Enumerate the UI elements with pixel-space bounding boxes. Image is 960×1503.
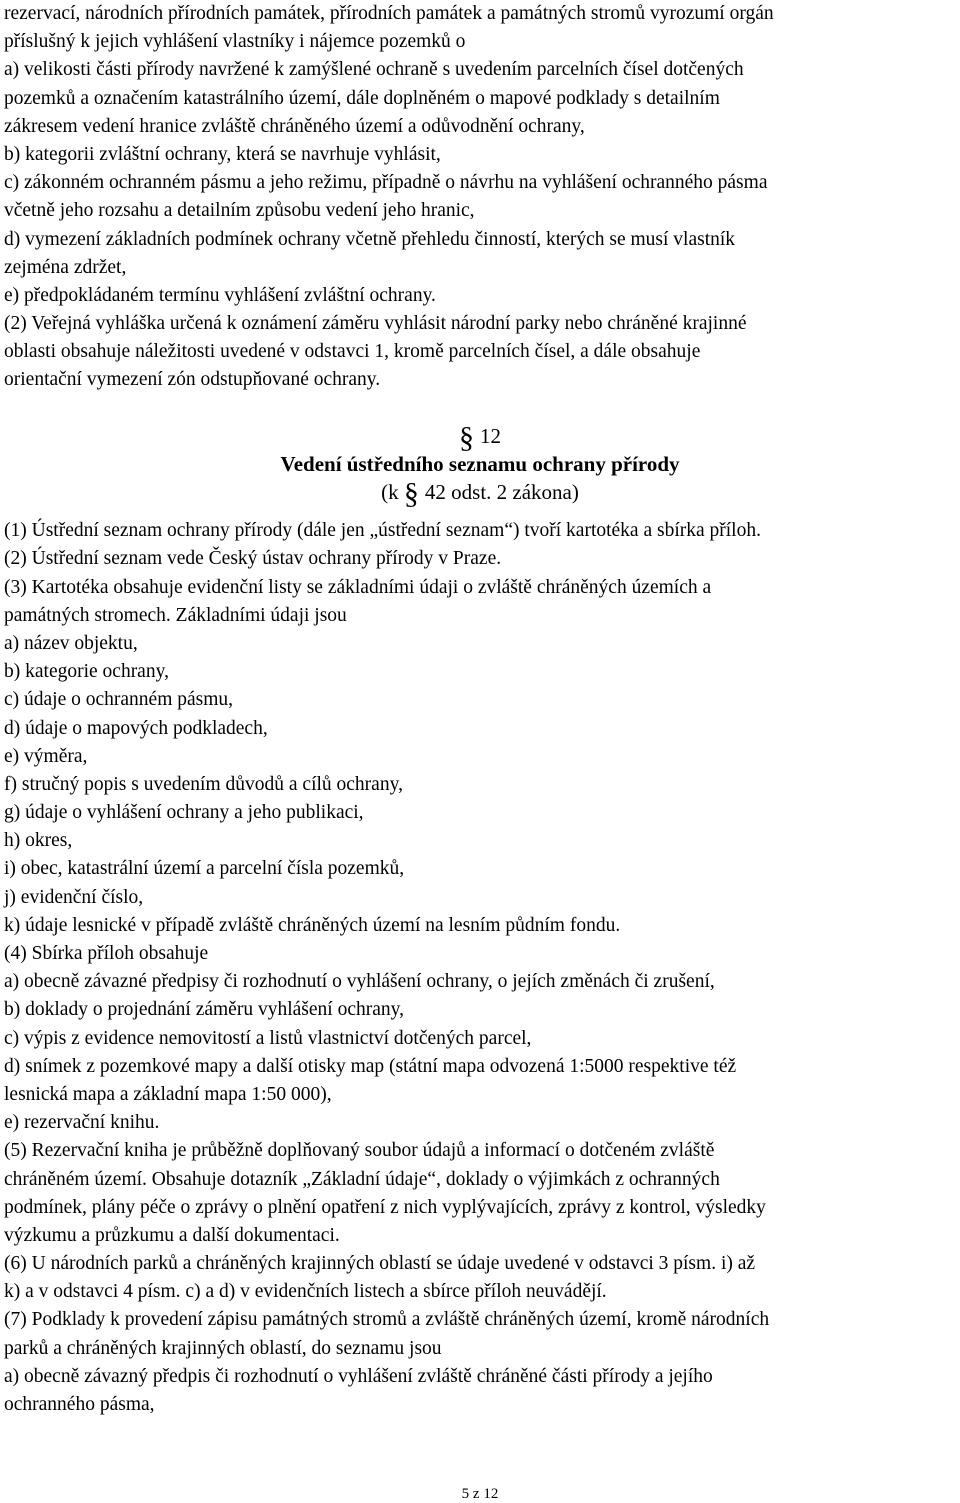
list-item: j) evidenční číslo, xyxy=(4,886,144,908)
paragraph-symbol: § xyxy=(403,477,419,510)
text-line: oblasti obsahuje náležitosti uvedené v odstavci 1, kromě parcelních čísel, a dále obsahuje xyxy=(4,341,701,363)
list-item: c) údaje o ochranném pásmu, xyxy=(4,689,234,711)
list-item: d) snímek z pozemkové mapy a další otisky map (státní mapa odvozená 1:5000 respektive též xyxy=(4,1055,737,1077)
text-line: příslušný k jejich vyhlášení vlastníky i nájemce pozemků o xyxy=(4,31,466,53)
text-line: výzkumu a průzkumu a další dokumentaci. xyxy=(4,1224,340,1246)
text-line: (2) Ústřední seznam vede Český ústav ochrany přírody v Praze. xyxy=(4,548,502,570)
text-line: (7) Podklady k provedení zápisu památných stromů a zvláště chráněných území, kromě národních xyxy=(4,1309,770,1331)
text-line: orientační vymezení zón odstupňované ochrany. xyxy=(4,369,381,391)
list-item: e) výměra, xyxy=(4,745,88,767)
list-item: a) název objektu, xyxy=(4,632,138,654)
text-line: k) a v odstavci 4 písm. c) a d) v evidenčních listech a sbírce příloh neuvádějí. xyxy=(4,1281,607,1303)
text-line: (1) Ústřední seznam ochrany přírody (dále jen „ústřední seznam“) tvoří kartotéka a sbírka příloh. xyxy=(4,520,761,542)
list-item: a) obecně závazné předpisy či rozhodnutí o vyhlášení ochrany, o jejích změnách či zrušení, xyxy=(4,971,715,993)
list-item: a) obecně závazný předpis či rozhodnutí o vyhlášení zvláště chráněné části přírody a jejího xyxy=(4,1365,713,1387)
text-line: rezervací, národních přírodních památek, přírodních památek a památných stromů vyrozumí orgán xyxy=(4,3,774,24)
page-number: 5 z 12 xyxy=(461,1486,499,1502)
text-line: zákresem vedení hranice zvláště chráněného území a odůvodnění ochrany, xyxy=(4,115,585,137)
text-line: (3) Kartotéka obsahuje evidenční listy se základními údaji o zvláště chráněných územích a xyxy=(4,576,712,598)
text-line: podmínek, plány péče o zprávy o plnění opatření z nich vyplývajících, zprávy z kontrol, výsledky xyxy=(4,1196,766,1218)
list-item: b) kategorie ochrany, xyxy=(4,661,169,683)
text-line: (6) U národních parků a chráněných krajinných oblastí se údaje uvedené v odstavci 3 písm. i) až xyxy=(4,1253,756,1275)
section-reference: (k § 42 odst. 2 zákona) xyxy=(381,477,579,510)
list-item: d) údaje o mapových podkladech, xyxy=(4,717,268,739)
text-line: (2) Veřejná vyhláška určená k oznámení záměru vyhlásit národní parky nebo chráněné krajinné xyxy=(4,313,747,335)
list-item: f) stručný popis s uvedením důvodů a cílů ochrany, xyxy=(4,773,403,795)
document-page xyxy=(4,0,956,1419)
text-line: c) zákonném ochranném pásmu a jeho režimu, případně o návrhu na vyhlášení ochranného pásma xyxy=(4,172,768,194)
text-line: památných stromech. Základními údaji jsou xyxy=(4,604,347,626)
text-line: ochranného pásma, xyxy=(4,1394,155,1415)
text-line: parků a chráněných krajinných oblastí, do seznamu jsou xyxy=(4,1337,442,1359)
list-item: b) doklady o projednání záměru vyhlášení ochrany, xyxy=(4,999,404,1021)
list-item: e) rezervační knihu. xyxy=(4,1112,160,1134)
text-line: (5) Rezervační kniha je průběžně doplňovaný soubor údajů a informací o dotčeném zvláště xyxy=(4,1140,715,1162)
paragraph-symbol: § xyxy=(459,420,474,454)
top-paragraphs xyxy=(4,0,956,395)
text-line: včetně jeho rozsahu a detailním způsobu vedení jeho hranic, xyxy=(4,200,475,222)
text-line: (4) Sbírka příloh obsahuje xyxy=(4,943,209,964)
list-item: h) okres, xyxy=(4,830,73,852)
list-item: k) údaje lesnické v případě zvláště chráněných území na lesním půdním fondu. xyxy=(4,914,621,936)
list-item: g) údaje o vyhlášení ochrany a jeho publikaci, xyxy=(4,802,364,824)
text-line: pozemků a označením katastrálního území, dále doplněném o mapové podklady s detailním xyxy=(4,87,720,109)
text-line: e) předpokládaném termínu vyhlášení zvláštní ochrany. xyxy=(4,284,436,306)
text-line: b) kategorii zvláštní ochrany, která se navrhuje vyhlásit, xyxy=(4,143,441,165)
section-title: Vedení ústředního seznamu ochrany přírody xyxy=(280,451,680,476)
body-paragraphs xyxy=(4,517,956,1419)
section-number: § 12 xyxy=(459,420,501,454)
text-line: chráněném území. Obsahuje dotazník „Základní údaje“, doklady o výjimkách z ochranných xyxy=(4,1168,720,1190)
text-line: lesnická mapa a základní mapa 1:50 000), xyxy=(4,1083,332,1105)
text-line: zejména zdržet, xyxy=(4,256,127,278)
text-line: d) vymezení základních podmínek ochrany včetně přehledu činností, kterých se musí vlastník xyxy=(4,228,736,250)
list-item: c) výpis z evidence nemovitostí a listů vlastnictví dotčených parcel, xyxy=(4,1027,532,1049)
list-item: i) obec, katastrální území a parcelní čísla pozemků, xyxy=(4,858,405,880)
text-line: a) velikosti části přírody navržené k zamýšlené ochraně s uvedením parcelních čísel dotčených xyxy=(4,59,744,81)
section-heading xyxy=(4,420,956,510)
